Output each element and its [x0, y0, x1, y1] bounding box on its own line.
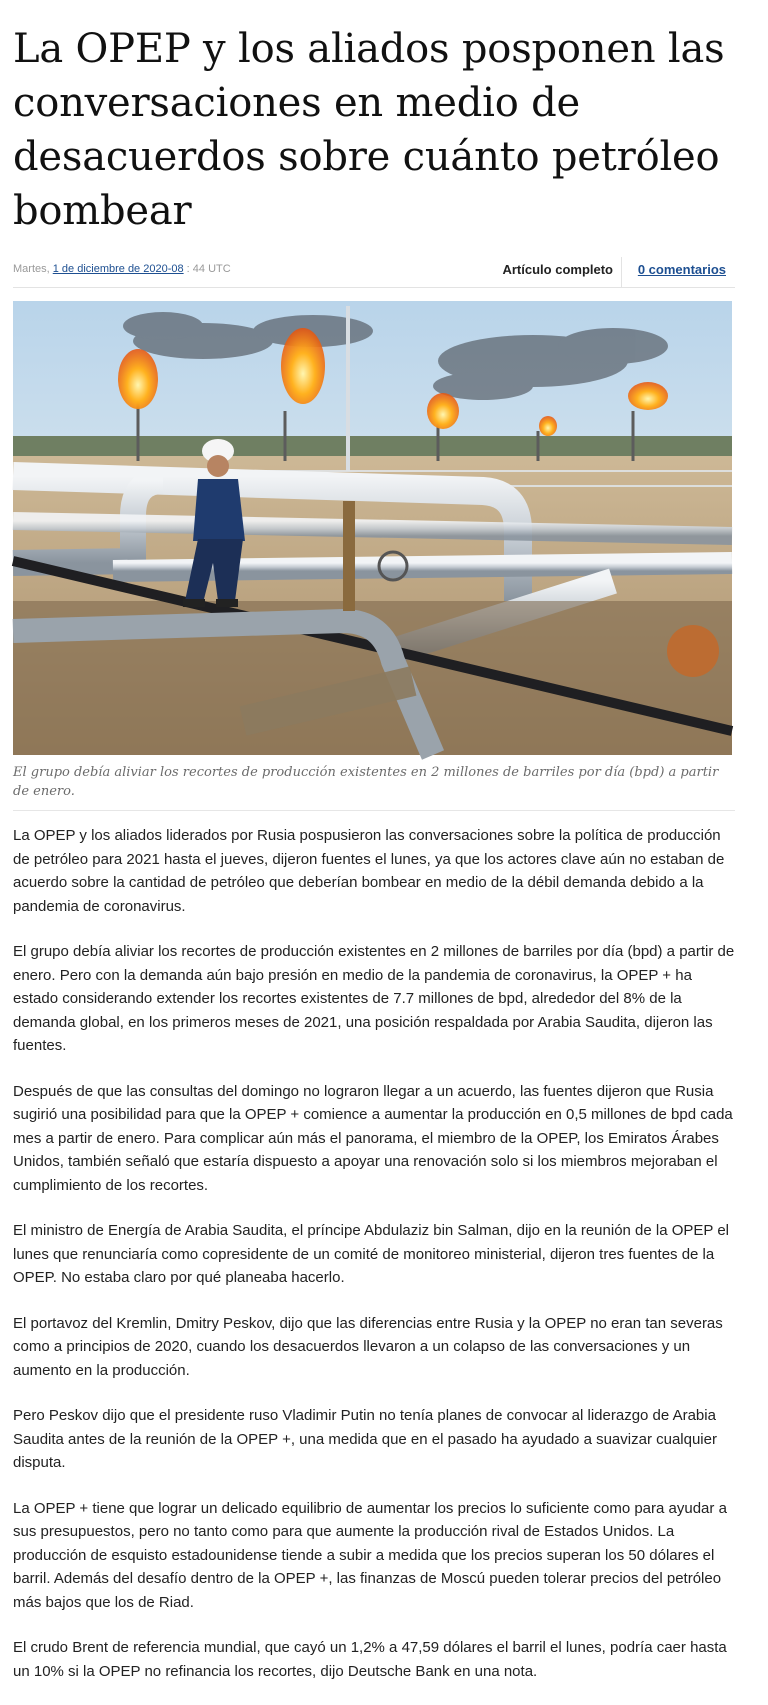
publish-date: [13, 263, 231, 275]
article-photo: [13, 301, 732, 755]
article-paragraph: Pero Peskov dijo que el presidente ruso Vladimir Putin no tenía planes de convocar al liderazgo de Arabia Saudita antes de la reunión de la OPEP +, una medida que en el pasado ha ayudado a suavizar cualquier disputa.: [13, 1407, 717, 1471]
photo-caption: El grupo debía aliviar los recortes de producción existentes en 2 millones de barriles por día (bpd) a partir de enero.: [13, 765, 719, 799]
article-paragraph: El grupo debía aliviar los recortes de producción existentes en 2 millones de barriles por día (bpd) a partir de enero. Pero con la demanda aún bajo presión en medio de la pandemia de coronavirus, la OPEP + ha estado considerando extender los recortes existentes de 7.7 millones de bpd, alrededor del 8% de la demanda global, en los primeros meses de 2021, una posición respaldada por Arabia Saudita, dijeron las fuentes.: [13, 943, 735, 1054]
full-article-link[interactable]: Artículo completo: [502, 262, 613, 277]
article-body: [13, 824, 735, 1705]
meta-divider: [621, 257, 622, 287]
oil-field-photo: [13, 301, 732, 755]
comments-link[interactable]: 0 comentarios: [637, 262, 726, 277]
article-paragraph: El ministro de Energía de Arabia Saudita, el príncipe Abdulaziz bin Salman, dijo en la reunión de la OPEP el lunes que renunciaría como copresidente de un comité de monitoreo ministerial, dijeron tres fuentes de la OPEP. No estaba claro por qué planeaba hacerlo.: [13, 1222, 729, 1286]
article-title: La OPEP y los aliados posponen las conversaciones en medio de desacuerdos sobre cuánto petróleo bombear: [13, 26, 725, 234]
article-paragraph: El portavoz del Kremlin, Dmitry Peskov, dijo que las diferencias entre Rusia y la OPEP no eran tan severas como a principios de 2020, cuando los desacuerdos llevaron a un colapso de las conversaciones y un aumento en la producción.: [13, 1314, 723, 1379]
article-meta-bar: [13, 257, 735, 288]
publish-time: : 44 UTC: [183, 263, 231, 275]
publish-day: Martes,: [13, 263, 53, 275]
caption-divider: [13, 810, 735, 811]
article-paragraph: La OPEP + tiene que lograr un delicado equilibrio de aumentar los precios lo suficiente como para ayudar a sus presupuestos, pero no tanto como para que aumente la producción rival de Estados Unidos. La producción de esquisto estadounidense tiende a subir a medida que los precios superan los 50 dólares el barril. Además del desafío dentro de la OPEP +, las finanzas de Moscú pueden tolerar precios del petróleo más bajos que los de Riad.: [13, 1499, 727, 1611]
article-paragraph: El crudo Brent de referencia mundial, que cayó un 1,2% a 47,59 dólares el barril el lunes, podría caer hasta un 10% si la OPEP no refinancia los recortes, dijo Deutsche Bank en una nota.: [13, 1639, 727, 1680]
publish-date-link[interactable]: 1 de diciembre de 2020-08: [52, 263, 184, 275]
article-paragraph: Después de que las consultas del domingo no lograron llegar a un acuerdo, las fuentes dijeron que Rusia sugirió una posibilidad para que la OPEP + comience a aumentar la producción en 0,5 millones de bpd cada mes a partir de enero. Para complicar aún más el panorama, el miembro de la OPEP, los Emiratos Árabes Unidos, también señaló que estaría dispuesto a apoyar una renovación solo si los miembros mejoraban el cumplimiento de los recortes.: [13, 1082, 733, 1194]
article-paragraph: La OPEP y los aliados liderados por Rusia pospusieron las conversaciones sobre la política de producción de petróleo para 2021 hasta el jueves, dijeron fuentes el lunes, ya que los actores clave aún no estaban de acuerdo sobre la cantidad de petróleo que deberían bombear en medio de la débil demanda debido a la pandemia de coronavirus.: [13, 827, 725, 915]
